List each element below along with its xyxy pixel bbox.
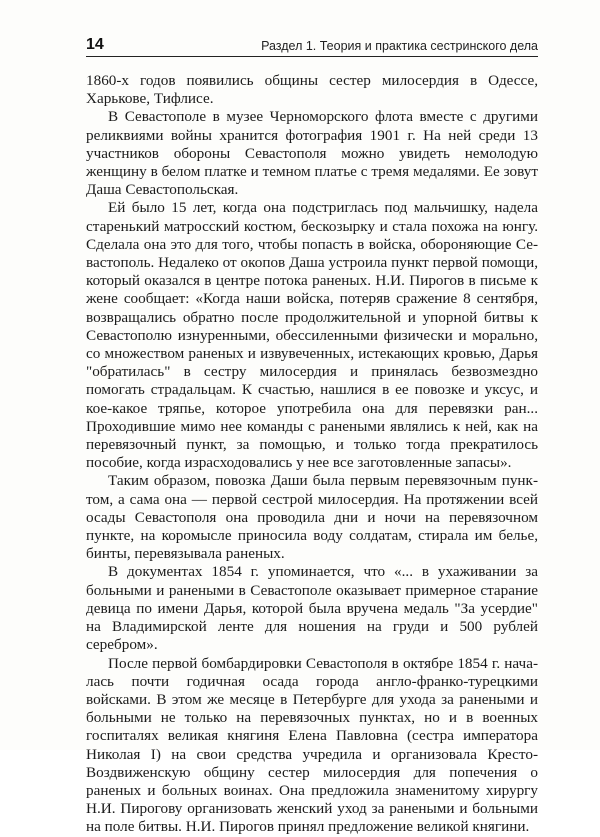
paragraph-4: Таким образом, повозка Даши была первым перевязочным пунктом, а сама она — первой сестрой милосердия. На протяжении всей осады Севастополя она проводила дни и ночи на перевязочном пункте, на коромысле приносила воду солдатам, стирала им белье, бинты, перевязывала раненых. [86, 472, 538, 563]
body-text [86, 72, 538, 837]
paragraph-6: После первой бомбардировки Севастополя в октябре 1854 г. началась почти годичная осада города англо-франко-турецкими войсками. В этом же месяце в Петербурге для ухода за ранеными и больными не только на перевязочных пунктах, но и в военных госпиталях великая княгиня Елена Павловна (сестра императора Николая I) на свои средства учредила и организовала Кресто-Воздвиженскую общину сестер милосердия для попечения о раненых и больных воинах. Она предложила знаменитому хирургу Н.И. Пирогову организовать женский уход за ранеными и больными на поле битвы. Н.И. Пирогов принял предложение великой княгини. [86, 654, 538, 836]
paragraph-5: В документах 1854 г. упоминается, что «... в ухаживании за больными и ранеными в Севастополе оказывает примерное старание девица по имени Дарья, которой была вручена медаль "За усердие" на Владимирской ленте для ношения на груди и 500 рублей серебром». [86, 563, 538, 654]
paragraph-2: В Севастополе в музее Черноморского флота вместе с другими реликвиями войны хранится фотография 1901 г. На ней среди 13 участников обороны Севастополя можно увидеть немолодую женщину в белом платке и темном платье с тремя медалями. Ее зовут Даша Севастопольская. [86, 108, 538, 199]
running-title: Раздел 1. Теория и практика сестринского дела [261, 39, 538, 53]
paragraph-1: 1860-х годов появились общины сестер милосердия в Одессе, Харькове, Тифлисе. [86, 72, 538, 108]
page-number: 14 [86, 36, 104, 53]
paragraph-3: Ей было 15 лет, когда она подстриглась под мальчишку, надела старенький матросский костюм, бескозырку и стала похожа на юнгу. Сделала она это для того, чтобы попасть в войска, обороняющие Севастополь. Недалеко от окопов Даша устроила пункт первой помощи, который оказался в центре потока раненых. Н.И. Пирогов в письме к жене сообщает: «Когда наши войска, потеряв сражение 8 сентября, возвращались обратно после продолжительной и упорной битвы к Севастополю изнуренными, обессиленными физически и морально, со множеством раненых и извувеченных, истекающих кровью, Дарья "обратилась" в сестру милосердия и принялась безвозмездно помогать страдальцам. К счастью, нашлися в ее повозке и уксус, и кое-какое тряпье, которое употребила она для перевязки ран... Проходившие мимо нее команды с ранеными являлись к ней, как на перевязочный пункт, за помощью, и только тогда прекратилось пособие, когда израсходовались у нее все заготовленные запасы». [86, 199, 538, 472]
page-header [86, 36, 538, 57]
